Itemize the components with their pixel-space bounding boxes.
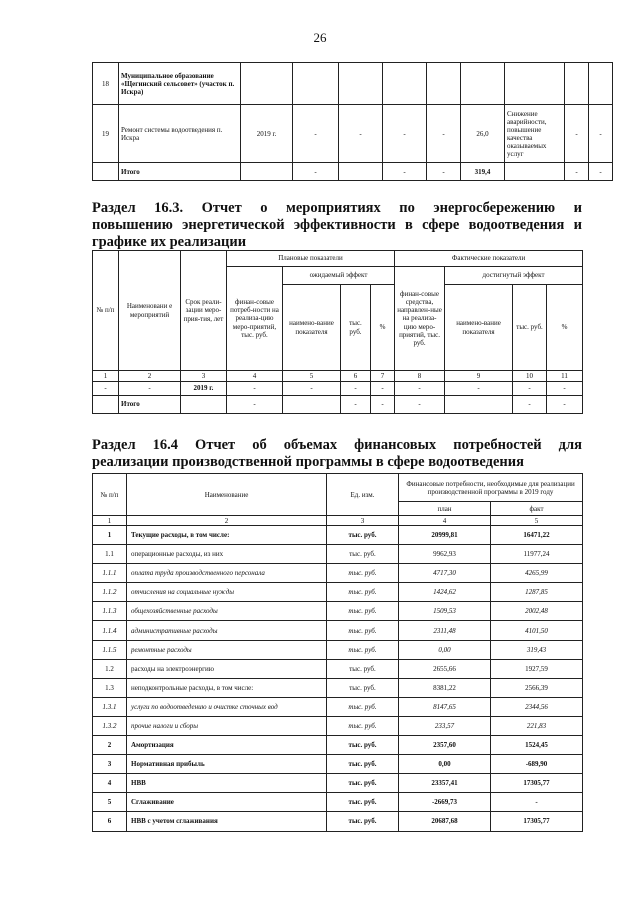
row-plan: 1509,53 [399, 602, 491, 621]
row-fact: -689,90 [491, 755, 583, 774]
row-name: общехозяйственные расходы [127, 602, 327, 621]
table-row [93, 697, 583, 716]
table-row [93, 755, 583, 774]
header-num: № п/п [93, 251, 119, 371]
section-heading-16-3: Раздел 16.3. Отчет о мероприятиях по энергосбережению и повышению энергетической эффективности в сфере водоотведения и графике их реализации [92, 200, 582, 250]
row-name: неподконтрольные расходы, в том числе: [127, 678, 327, 697]
row-unit: тыс. руб. [327, 716, 399, 735]
header-unit: Ед. изм. [327, 474, 399, 516]
table-row [93, 793, 583, 812]
row-fact: 221,83 [491, 716, 583, 735]
row-fact: 17305,77 [491, 812, 583, 831]
table-row [93, 716, 583, 735]
table-row [93, 621, 583, 640]
row-plan: 0,00 [399, 640, 491, 659]
row-fact: 2002,48 [491, 602, 583, 621]
financial-needs-table [92, 473, 583, 832]
header-expected: ожидаемый эффект [283, 267, 395, 285]
row-fact: 319,43 [491, 640, 583, 659]
row-name: оплата труда производственного персонала [127, 564, 327, 583]
table-row [93, 602, 583, 621]
row-name: ремонтные расходы [127, 640, 327, 659]
row-unit: тыс. руб. [327, 583, 399, 602]
row-unit: тыс. руб. [327, 793, 399, 812]
table-row-total: Итого - - - - - - [93, 396, 583, 414]
effect-cell: Снижение аварийности, повышение качества оказываемых услуг [505, 105, 565, 163]
table-row [93, 736, 583, 755]
row-fact: 16471,22 [491, 526, 583, 545]
row-number: 1.1.1 [93, 564, 127, 583]
row-number: 1.1.3 [93, 602, 127, 621]
row-number: 5 [93, 793, 127, 812]
total-value: 319,4 [461, 163, 505, 181]
table-row [93, 774, 583, 793]
row-unit: тыс. руб. [327, 678, 399, 697]
row-plan: 23357,41 [399, 774, 491, 793]
row-name: НВВ [127, 774, 327, 793]
table-row: 19 Ремонт системы водоотведения п. Искра 2019 г. - - - - 26,0 Снижение аварийности, повышение качества оказываемых услуг - - [93, 105, 613, 163]
row-number: 1.1 [93, 545, 127, 564]
row-number: 4 [93, 774, 127, 793]
header-term: Срок реали-зации меро-прия-тия, лет [181, 251, 227, 371]
column-numbers: 1 2 3 4 5 [93, 516, 583, 526]
row-plan: 4717,30 [399, 564, 491, 583]
row-plan: 2311,48 [399, 621, 491, 640]
row-name: отчисления на социальные нужды [127, 583, 327, 602]
row-plan: 8147,65 [399, 697, 491, 716]
header-plan: план [399, 502, 491, 516]
row-plan: 2357,60 [399, 736, 491, 755]
row-fact: 2344,56 [491, 697, 583, 716]
row-unit: тыс. руб. [327, 755, 399, 774]
energy-saving-table: № п/п Наименовани е мероприятий Срок реали-зации меро-прия-тия, лет Плановые показатели Фактические показатели финан-совые потреб-ности на реализа-цию меро-приятий, тыс. руб. ожидаемый эффект финан-совые средства, направлен-ные на реализа-цию меро-приятий, тыс. руб. достигнутый эффект наимено-вание показателя тыс. руб. % наимено-вание показателя тыс. руб. % 1 2 3 4 5 6 7 8 9 10 11 - - 2019 г. - - - - - - - - Итого - - - - - - [92, 250, 583, 414]
row-name: услуги по водоотведению и очистке сточных вод [127, 697, 327, 716]
row-unit: тыс. руб. [327, 659, 399, 678]
table-row: - - 2019 г. - - - - - - - - [93, 382, 583, 396]
row-name: расходы на электроэнергию [127, 659, 327, 678]
header-fact: факт [491, 502, 583, 516]
row-name: НВВ с учетом сглаживания [127, 812, 327, 831]
row-unit: тыс. руб. [327, 812, 399, 831]
row-plan: 2655,66 [399, 659, 491, 678]
row-name: Сглаживание [127, 793, 327, 812]
row-name: Нормативная прибыль [127, 755, 327, 774]
table-row [93, 583, 583, 602]
table-row [93, 564, 583, 583]
row-number: 1 [93, 526, 127, 545]
row-fact: 17305,77 [491, 774, 583, 793]
section-heading-16-4: Раздел 16.4 Отчет об объемах финансовых потребностей для реализации производственной программы в сфере водоотведения [92, 437, 582, 470]
row-fact: 1524,45 [491, 736, 583, 755]
table-row [93, 678, 583, 697]
row-number: 1.3.2 [93, 716, 127, 735]
table-row [93, 659, 583, 678]
row-plan: 20687,68 [399, 812, 491, 831]
row-unit: тыс. руб. [327, 602, 399, 621]
header-achieved: достигнутый эффект [445, 267, 583, 285]
header-fin: Финансовые потребности, необходимые для реализации производственной программы в 2019 году [399, 474, 583, 502]
table-row-total: Итого - - - 319,4 - - [93, 163, 613, 181]
row-fact: 11977,24 [491, 545, 583, 564]
row-name: административные расходы [127, 621, 327, 640]
row-unit: тыс. руб. [327, 545, 399, 564]
row-unit: тыс. руб. [327, 736, 399, 755]
row-number: 1.3 [93, 678, 127, 697]
row-plan: 1424,62 [399, 583, 491, 602]
row-number: 1.1.4 [93, 621, 127, 640]
total-label: Итого [119, 163, 241, 181]
row-fact: 1287,85 [491, 583, 583, 602]
measures-table-continued [92, 62, 613, 181]
row-plan: 8381,22 [399, 678, 491, 697]
row-unit: тыс. руб. [327, 526, 399, 545]
row-number: 1.1.5 [93, 640, 127, 659]
row-unit: тыс. руб. [327, 621, 399, 640]
row-unit: тыс. руб. [327, 697, 399, 716]
row-number: 1.3.1 [93, 697, 127, 716]
table-row [93, 812, 583, 831]
table-row [93, 545, 583, 564]
row-fact: 1927,59 [491, 659, 583, 678]
row-number: 1.2 [93, 659, 127, 678]
row-name: Текущие расходы, в том числе: [127, 526, 327, 545]
row-plan: 0,00 [399, 755, 491, 774]
row-number: 18 [93, 63, 119, 105]
row-plan: -2669,73 [399, 793, 491, 812]
row-name: операционные расходы, из них [127, 545, 327, 564]
row-name: Муниципальное образование «Щегинский сельсовет» (участок п. Искра) [119, 63, 241, 105]
row-plan: 9962,93 [399, 545, 491, 564]
row-number: 3 [93, 755, 127, 774]
header-planned: Плановые показатели [227, 251, 395, 267]
row-number: 1.1.2 [93, 583, 127, 602]
row-unit: тыс. руб. [327, 564, 399, 583]
row-fact: 4265,99 [491, 564, 583, 583]
total-label: Итого [119, 396, 181, 414]
table-row [93, 526, 583, 545]
row-name: прочие налоги и сборы [127, 716, 327, 735]
row-number: 2 [93, 736, 127, 755]
row-name: Ремонт системы водоотведения п. Искра [119, 105, 241, 163]
column-numbers: 1 2 3 4 5 6 7 8 9 10 11 [93, 371, 583, 382]
table-row [93, 63, 613, 105]
header-actual: Фактические показатели [395, 251, 583, 267]
header-fin-need: финан-совые потреб-ности на реализа-цию меро-приятий, тыс. руб. [227, 267, 283, 371]
row-fact: 4101,50 [491, 621, 583, 640]
row-number: 19 [93, 105, 119, 163]
row-unit: тыс. руб. [327, 774, 399, 793]
row-plan: 20999,81 [399, 526, 491, 545]
row-name: Амортизация [127, 736, 327, 755]
row-fact: 2566,39 [491, 678, 583, 697]
page-number: 26 [313, 30, 327, 45]
header-fin-used: финан-совые средства, направлен-ные на реализа-цию меро-приятий, тыс. руб. [395, 267, 445, 371]
header-name: Наименовани е мероприятий [119, 251, 181, 371]
row-unit: тыс. руб. [327, 640, 399, 659]
table-row [93, 640, 583, 659]
row-number: 6 [93, 812, 127, 831]
header-name: Наименование [127, 474, 327, 516]
row-plan: 233,57 [399, 716, 491, 735]
header-num: № п/п [93, 474, 127, 516]
row-fact: - [491, 793, 583, 812]
